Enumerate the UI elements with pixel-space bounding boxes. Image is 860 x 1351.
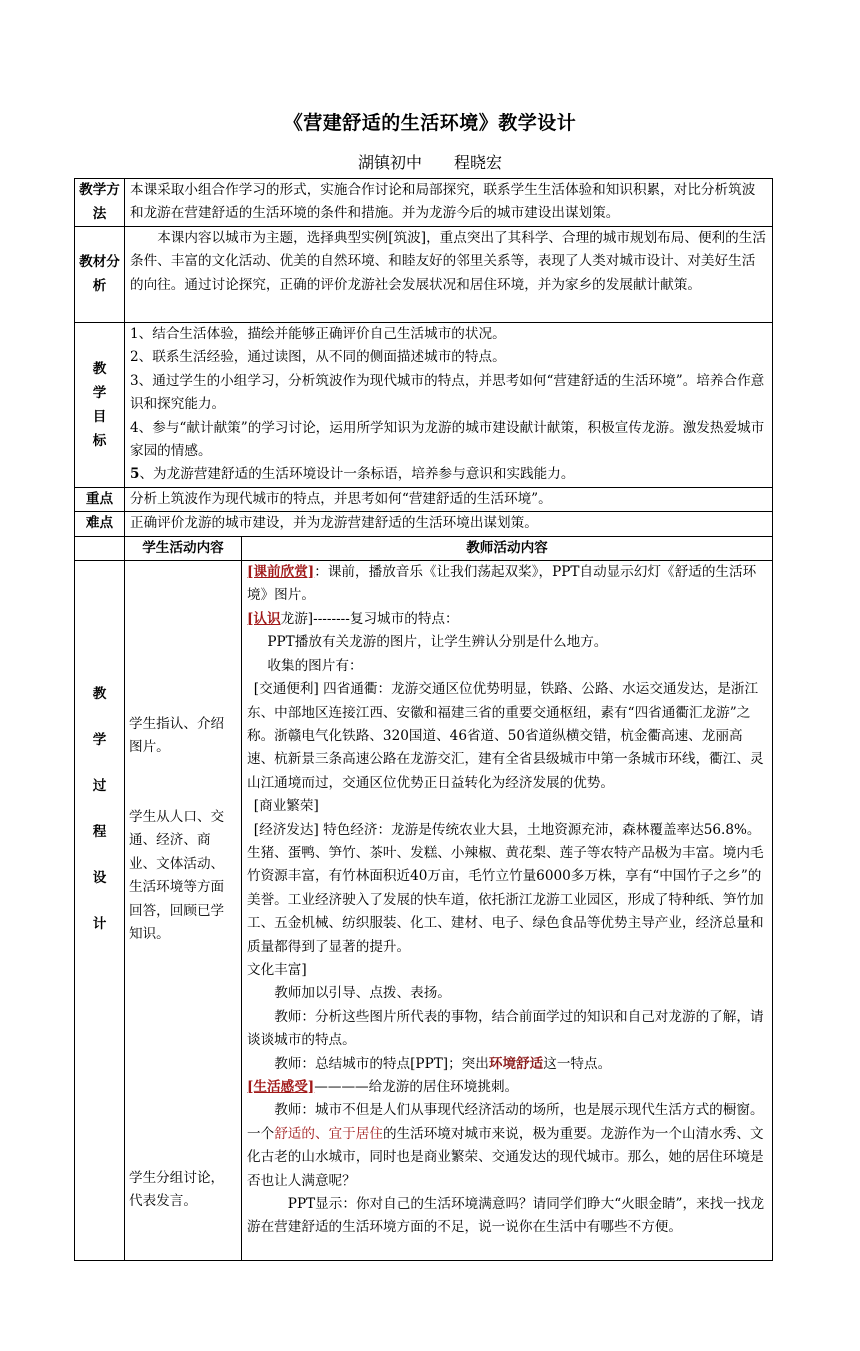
teacher-paragraph <box>247 608 767 631</box>
difficulty-label: 难点 <box>75 512 125 536</box>
goals-row <box>75 323 773 488</box>
lesson-plan-table <box>74 178 773 1261</box>
goals-label-char: 教 <box>92 360 107 377</box>
teacher-paragraph: PPT播放有关龙游的图片，让学生辨认分别是什么地方。 <box>267 634 608 651</box>
section-tag: [生活感受] <box>247 1079 315 1095</box>
goals-label-char: 目 <box>92 408 107 425</box>
teacher-paragraph: [经济发达] 特色经济：龙游是传统农业大县，土地资源充沛，森林覆盖率达56.8%。生猪、蛋鸭、笋竹、茶叶、发糕、小辣椒、黄花梨、莲子等农特产品极为丰富。境内毛竹资源丰富，有竹林面积近40万亩，毛竹立竹量6000多万株，享有“中国竹子之乡”的美誉。工业经济驶入了发展的快车道，依托浙江龙游工业园区，形成了特种纸、笋竹加工、五金机械、纺织服装、化工、建材、电子、绿色食品等优势主导产业，经济总量和质量都得到了显著的提升。 <box>247 821 764 955</box>
process-label-char: 过 <box>92 778 107 795</box>
analysis-label: 教材分析 <box>75 227 125 323</box>
method-label: 教学方法 <box>75 179 125 227</box>
teacher-paragraph <box>247 1076 767 1099</box>
goal-item-number: 5 <box>130 466 140 483</box>
process-label-char: 计 <box>92 916 107 933</box>
method-row <box>75 179 773 227</box>
paragraph-text: ————给龙游的居住环境挑刺。 <box>314 1079 519 1095</box>
paragraph-text: --------复习城市的特点： <box>313 610 459 627</box>
analysis-row <box>75 227 773 323</box>
highlight-text: 舒适的、宜于居住 <box>274 1125 383 1142</box>
goal-item: 2、联系生活经验，通过读图，从不同的侧面描述城市的特点。 <box>130 349 506 366</box>
empty-cell <box>75 536 125 560</box>
highlight-text: 环境舒适 <box>488 1055 544 1072</box>
process-header-row <box>75 536 773 560</box>
paragraph-text: ：课前，播放音乐《让我们荡起双桨》，PPT自动显示幻灯《舒适的生活环境》图片。 <box>247 564 757 604</box>
paragraph-text: 教师：城市不但是人们从事现代经济活动的场所，也是展示现代生活方式的橱窗。一个 <box>247 1102 764 1142</box>
student-activities <box>125 561 242 1261</box>
section-tag: [认识 <box>247 610 281 627</box>
teacher-activities <box>242 561 773 1261</box>
difficulty-row <box>75 512 773 536</box>
section-tag-rest: 龙游] <box>280 610 314 627</box>
teacher-paragraph <box>247 561 767 608</box>
process-row <box>75 561 773 1261</box>
goal-item <box>130 463 767 486</box>
process-label-char: 教 <box>92 686 107 703</box>
process-label-char: 程 <box>92 824 107 841</box>
paragraph-text: 的生活环境对城市来说，极为重要。龙游作为一个山清水秀、文化古老的山水城市，同时也是商业繁荣、交通发达的现代城市。那么，她的居住环境是否也让人满意呢？ <box>247 1125 764 1189</box>
page-title: 《营建舒适的生活环境》教学设计 <box>283 112 577 134</box>
teacher-paragraph: 教师加以引导、点拨、表扬。 <box>274 985 451 1002</box>
goal-item: 3、通过学生的小组学习，分析筑波作为现代城市的特点，并思考如何“营建舒适的生活环境”。培养合作意识和探究能力。 <box>130 372 765 413</box>
method-text: 本课采取小组合作学习的形式，实施合作讨论和局部探究，联系学生生活体验和知识积累，对比分析筑波和龙游在营建舒适的生活环境的条件和措施。并为龙游今后的城市建设出谋划策。 <box>125 179 773 227</box>
goal-item: 4、参与“献计献策”的学习讨论，运用所学知识为龙游的城市建设献计献策，积极宣传龙游。激发热爱城市家园的情感。 <box>130 419 765 460</box>
teacher-paragraph: 收集的图片有： <box>267 657 363 674</box>
student-activity: 学生从人口、交通、经济、商业、文体活动、生活环境等方面回答，回顾已学知识。 <box>129 809 225 943</box>
goals-label <box>75 323 125 488</box>
section-tag: [课前欣赏] <box>247 564 315 581</box>
author-line <box>0 150 860 173</box>
student-header: 学生活动内容 <box>125 536 242 560</box>
paragraph-text: 教师：总结城市的特点[PPT]；突出 <box>274 1055 489 1072</box>
key-row <box>75 487 773 511</box>
analysis-text: 本课内容以城市为主题，选择典型实例[筑波]，重点突出了其科学、合理的城市规划布局、便利的生活条件、丰富的文化活动、优美的自然环境、和睦友好的邻里关系等，表现了人类对城市设计、对美好生活的向往。通过讨论探究，正确的评价龙游社会发展状况和居住环境，并为家乡的发展献计献策。 <box>125 227 773 323</box>
teacher-paragraph: 教师：分析这些图片所代表的事物，结合前面学过的知识和自己对龙游的了解，请谈谈城市的特点。 <box>247 1008 764 1049</box>
goals-list <box>125 323 773 488</box>
difficulty-text: 正确评价龙游的城市建设，并为龙游营建舒适的生活环境出谋划策。 <box>125 512 773 536</box>
teacher-paragraph: PPT显示：你对自己的生活环境满意吗？请同学们睁大“火眼金睛”，来找一找龙游在营建舒适的生活环境方面的不足，说一说你在生活中有哪些不方便。 <box>247 1196 765 1236</box>
author-name: 程晓宏 <box>454 153 503 172</box>
teacher-header: 教师活动内容 <box>242 536 773 560</box>
teacher-paragraph: [交通便利] 四省通衢：龙游交通区位优势明显，铁路、公路、水运交通发达，是浙江东、中部地区连接江西、安徽和福建三省的重要交通枢纽，素有“四省通衢汇龙游”之称。浙赣电气化铁路、320国道、46省道、50省道纵横交错，杭金衢高速、龙丽高速、杭新景三条高速公路在龙游交汇，建有全省县级城市中第一条城市环线，衢江、灵山江通境而过，交通区位优势正日益转化为经济发展的优势。 <box>247 681 764 791</box>
process-label-char: 学 <box>92 732 107 749</box>
goals-label-char: 学 <box>92 384 107 401</box>
paragraph-text: 这一特点。 <box>543 1055 612 1072</box>
key-text: 分析上筑波作为现代城市的特点，并思考如何“营建舒适的生活环境”。 <box>125 487 773 511</box>
goals-label-char: 标 <box>92 432 107 449</box>
author-school: 湖镇初中 <box>357 153 422 172</box>
key-label: 重点 <box>75 487 125 511</box>
student-activity: 学生分组讨论，代表发言。 <box>129 1170 225 1210</box>
process-label <box>75 561 125 1261</box>
teacher-paragraph <box>247 1053 767 1076</box>
teacher-paragraph <box>247 1099 767 1193</box>
teacher-paragraph: 文化丰富] <box>247 961 307 978</box>
process-label-char: 设 <box>92 870 107 887</box>
teacher-paragraph: [商业繁荣] <box>253 798 319 815</box>
student-activity: 学生指认、介绍图片。 <box>129 716 225 756</box>
goal-item: 1、结合生活体验，描绘并能够正确评价自己生活城市的状况。 <box>130 326 506 342</box>
goal-item-text: 、为龙游营建舒适的生活环境设计一条标语，培养参与意识和实践能力。 <box>139 466 575 483</box>
